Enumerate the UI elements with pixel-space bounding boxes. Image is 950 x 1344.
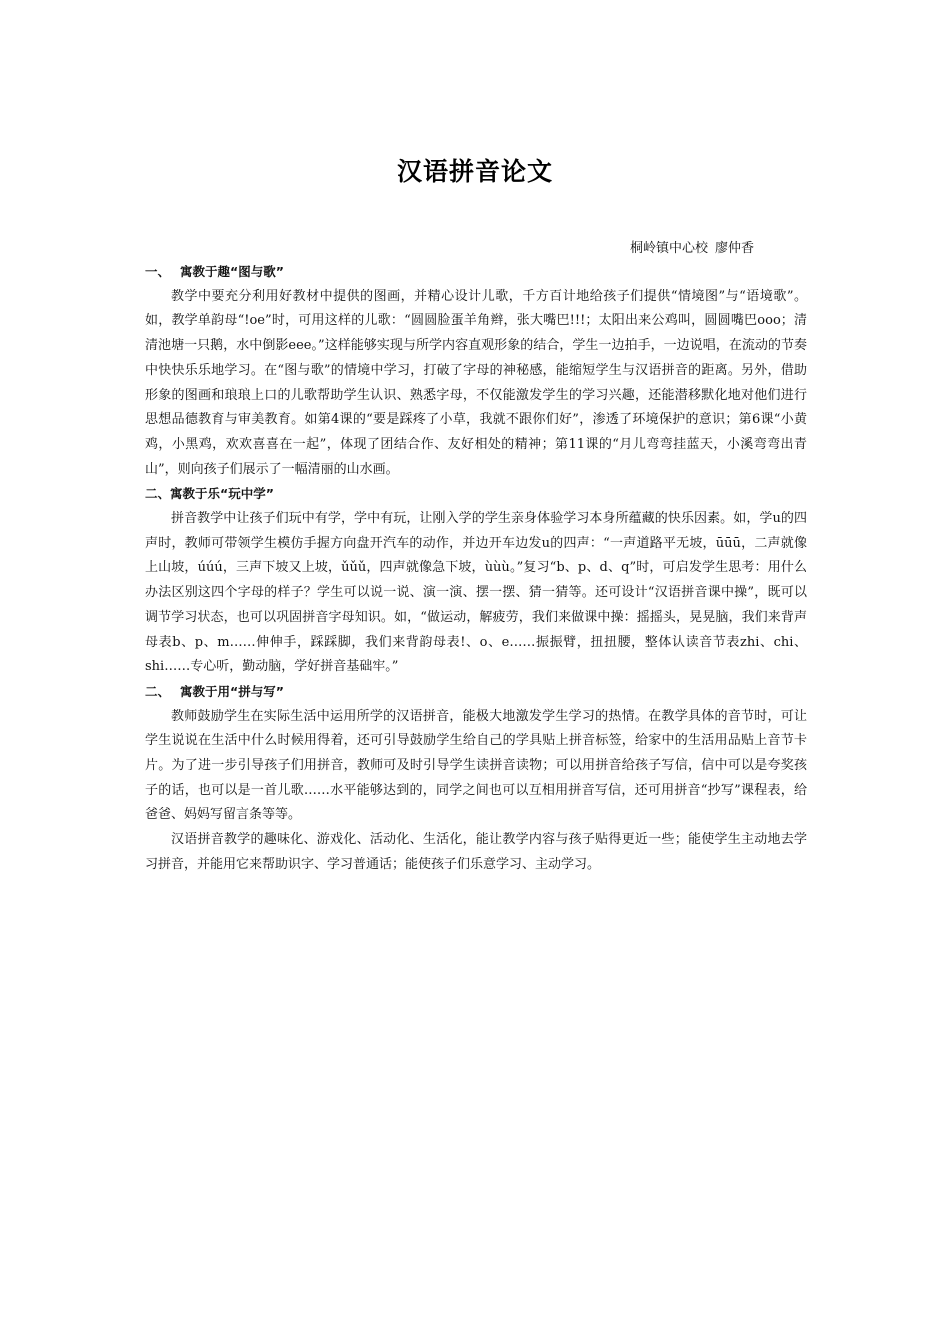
section-number: 二、 bbox=[145, 683, 171, 699]
section bbox=[145, 482, 807, 680]
paragraph: 教学中要充分利用好教材中提供的图画，并精心设计儿歌，千方百计地给孩子们提供“情境图”与“语境歌”。如，教学单韵母“!oe”时，可用这样的儿歌：“圆圆脸蛋羊角辫，张大嘴巴!!!；太阳出来公鸡叫，圆圆嘴巴ooo；清清池塘一只鹅，水中倒影eee。”这样能够实现与所学内容直观形象的结合，学生一边拍手，一边说唱，在流动的节奏中快快乐乐地学习。在“图与歌”的情境中学习，打破了字母的神秘感，能缩短学生与汉语拼音的距离。另外，借助形象的图画和琅琅上口的儿歌帮助学生认识、熟悉字母，不仅能激发学生的学习兴趣，还能潜移默化地对他们进行思想品德教育与审美教育。如第4课的“要是踩疼了小草，我就不跟你们好”，渗透了环境保护的意识；第6课“小黄鸡，小黑鸡，欢欢喜喜在一起”，体现了团结合作、友好相处的精神；第11课的“月儿弯弯挂蓝天，小溪弯弯出青山”，则向孩子们展示了一幅清丽的山水画。 bbox=[145, 288, 807, 477]
author-school: 桐岭镇中心校 bbox=[630, 241, 709, 256]
section-heading-text: 寓教于乐“玩中学” bbox=[170, 486, 274, 502]
section-heading-text: 寓教于用“拼与写” bbox=[180, 683, 284, 699]
section-number: 二、 bbox=[145, 486, 171, 502]
section bbox=[145, 260, 807, 482]
section bbox=[145, 680, 807, 878]
article-body bbox=[145, 260, 807, 878]
paragraph: 拼音教学中让孩子们玩中有学，学中有玩，让刚入学的学生亲身体验学习本身所蕴藏的快乐因素。如，学u的四声时，教师可带领学生模仿手握方向盘开汽车的动作，并边开车边发u的四声：“一声道路平无坡，ūūū，二声就像上山坡，úúú，三声下坡又上坡，ǔǔǔ，四声就像急下坡，ùùù。”复习“b、p、d、q”时，可启发学生思考：用什么办法区别这四个字母的样子？学生可以说一说、演一演、摆一摆、猜一猜等。还可设计“汉语拼音课中操”，既可以调节学习状态，也可以巩固拼音字母知识。如，“做运动，解疲劳，我们来做课中操：摇摇头，晃晃脑，我们来背声母表b、p、m……伸伸手，踩踩脚，我们来背韵母表!、o、e……振振臂，扭扭腰，整体认读音节表zhi、chi、shi……专心听，勤动脑，学好拼音基础牢。” bbox=[145, 511, 807, 675]
section-heading bbox=[145, 260, 807, 285]
author-name: 廖仲香 bbox=[715, 241, 755, 256]
section-heading bbox=[145, 680, 807, 705]
section-heading-text: 寓教于趣“图与歌” bbox=[180, 264, 284, 279]
page-title: 汉语拼音论文 bbox=[396, 157, 553, 186]
paragraph: 汉语拼音教学的趣味化、游戏化、活动化、生活化，能让教学内容与孩子贴得更近一些；能使学生主动地去学习拼音，并能用它来帮助识字、学习普通话；能使孩子们乐意学习、主动学习。 bbox=[145, 832, 807, 872]
author-line bbox=[630, 237, 754, 256]
paragraph: 教师鼓励学生在实际生活中运用所学的汉语拼音，能极大地激发学生学习的热情。在教学具体的音节时，可让学生说说在生活中什么时候用得着，还可引导鼓励学生给自己的学具贴上拼音标签，给家中的生活用品贴上音节卡片。为了进一步引导孩子们用拼音，教师可及时引导学生读拼音读物；可以用拼音给孩子写信，信中可以是夸奖孩子的话，也可以是一首儿歌……水平能够达到的，同学之间也可以互相用拼音写信，还可用拼音“抄写”课程表，给爸爸、妈妈写留言条等等。 bbox=[145, 708, 807, 823]
section-heading bbox=[145, 482, 807, 507]
section-number: 一、 bbox=[145, 264, 171, 279]
